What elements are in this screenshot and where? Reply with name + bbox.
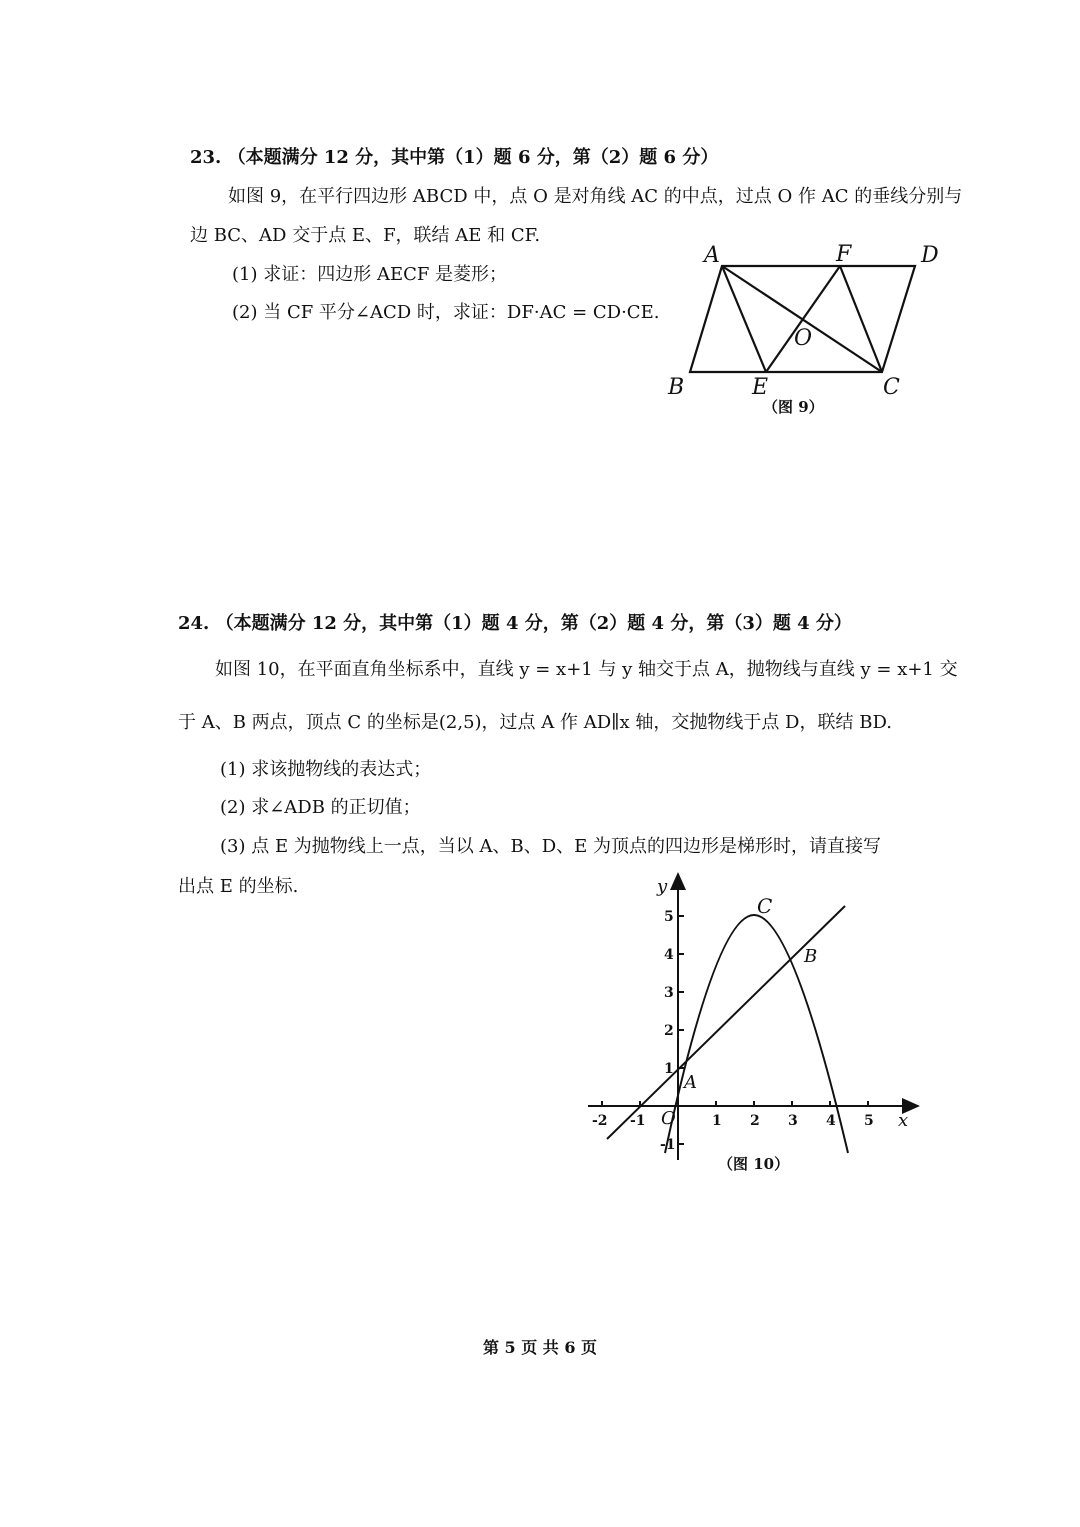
- point-a-label: A: [684, 1072, 697, 1093]
- point-c-label: C: [757, 894, 773, 918]
- label-a: A: [704, 243, 720, 268]
- segment-cf: [840, 266, 882, 372]
- label-b: B: [668, 375, 685, 400]
- q24-header: 24. （本题满分 12 分，其中第（1）题 4 分，第（2）题 4 分，第（3）题 4 分）: [178, 613, 852, 634]
- x-tick-4: 4: [826, 1113, 836, 1129]
- page-footer: 第 5 页 共 6 页: [482, 1338, 598, 1357]
- q24-part3-line1: (3) 点 E 为抛物线上一点，当以 A、B、D、E 为顶点的四边形是梯形时，请直接写: [220, 836, 882, 857]
- label-c: C: [883, 375, 900, 400]
- y-tick-3: 3: [664, 985, 674, 1001]
- q23-part1: (1) 求证：四边形 AECF 是菱形；: [232, 264, 508, 285]
- axis-x-label: x: [898, 1110, 909, 1131]
- x-tick-3: 3: [788, 1113, 798, 1129]
- q24-stem-line2: 于 A、B 两点，顶点 C 的坐标是(2,5)，过点 A 作 AD∥x 轴，交抛物线于点 D，联结 BD.: [178, 712, 892, 733]
- segment-ae: [722, 266, 766, 372]
- q23-stem-line1: 如图 9，在平行四边形 ABCD 中，点 O 是对角线 AC 的中点，过点 O 作 AC 的垂线分别与: [228, 186, 963, 207]
- q23-header: 23. （本题满分 12 分，其中第（1）题 6 分，第（2）题 6 分）: [190, 147, 719, 168]
- figure-9-caption: （图 9）: [763, 398, 824, 416]
- line-y-eq-x-plus-1: [607, 906, 845, 1139]
- q24-part2: (2) 求∠ADB 的正切值；: [220, 797, 421, 818]
- y-tick-2: 2: [664, 1023, 674, 1039]
- x-tick-neg1: -1: [630, 1113, 646, 1129]
- q24-stem-line1: 如图 10，在平面直角坐标系中，直线 y = x+1 与 y 轴交于点 A，抛物线与直线 y = x+1 交: [215, 659, 958, 680]
- label-o: O: [794, 326, 813, 351]
- q23-stem-line2: 边 BC、AD 交于点 E、F，联结 AE 和 CF.: [190, 225, 541, 246]
- x-tick-1: 1: [712, 1113, 722, 1129]
- axis-y-label: y: [657, 876, 668, 897]
- y-tick-4: 4: [664, 947, 674, 963]
- point-b-label: B: [804, 946, 818, 967]
- x-tick-2: 2: [750, 1113, 760, 1129]
- y-tick-neg1: -1: [660, 1137, 676, 1153]
- segment-ef: [766, 266, 840, 372]
- figure-9: [660, 238, 960, 423]
- y-tick-5: 5: [664, 909, 674, 925]
- figure-10: [580, 870, 930, 1180]
- label-e: E: [752, 375, 769, 400]
- figure-10-caption: （图 10）: [718, 1155, 790, 1173]
- label-d: D: [921, 243, 939, 268]
- label-f: F: [836, 242, 852, 267]
- x-tick-5: 5: [864, 1113, 874, 1129]
- q24-part1: (1) 求该抛物线的表达式；: [220, 759, 432, 780]
- q23-part2: (2) 当 CF 平分∠ACD 时，求证：DF·AC = CD·CE.: [232, 302, 660, 323]
- origin-label: O: [661, 1108, 676, 1129]
- y-tick-1: 1: [664, 1061, 674, 1077]
- q24-part3-line2: 出点 E 的坐标.: [178, 876, 299, 897]
- x-tick-neg2: -2: [592, 1113, 608, 1129]
